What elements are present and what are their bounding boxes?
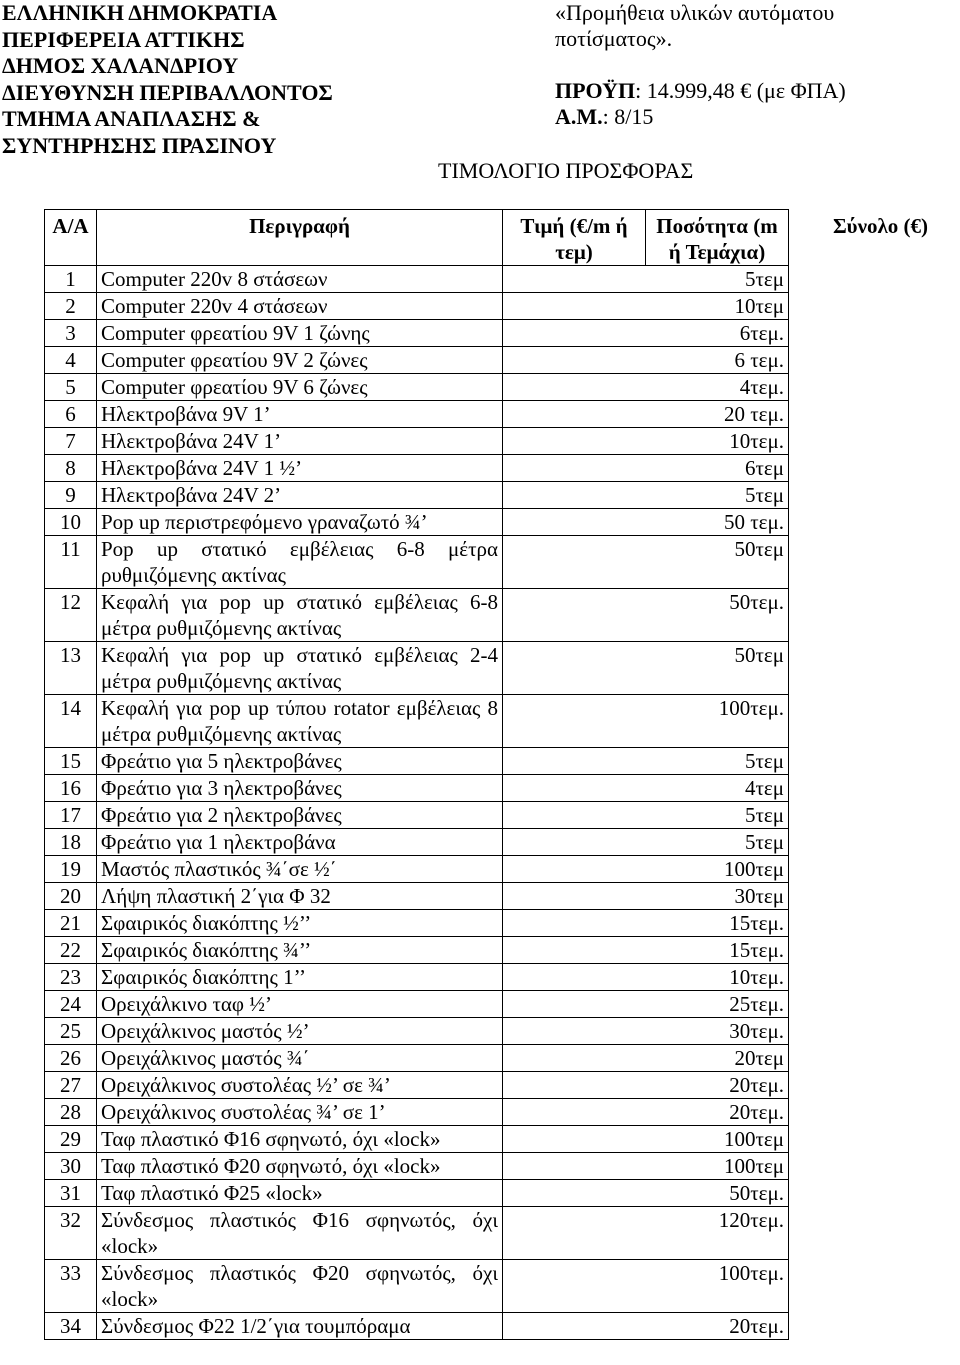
row-description: Μαστός πλαστικός ¾΄σε ½΄ [97, 856, 503, 883]
row-total [789, 1045, 957, 1072]
row-description: Ορειχάλκινος μαστός ½’ [97, 1018, 503, 1045]
row-quantity: 4τεμ. [503, 374, 789, 401]
row-description: Σφαιρικός διακόπτης ½’’ [97, 910, 503, 937]
am-label: Α.Μ. [555, 104, 603, 129]
offer-table [44, 209, 957, 1340]
row-number: 30 [45, 1153, 97, 1180]
row-quantity: 100τεμ. [503, 1260, 789, 1313]
table-row [45, 509, 957, 536]
row-total [789, 695, 957, 748]
subject-line: «Προμήθεια υλικών αυτόματου [555, 0, 835, 25]
row-quantity: 5τεμ [503, 748, 789, 775]
row-description: Ορειχάλκινος συστολέας ¾’ σε 1’ [97, 1099, 503, 1126]
row-total [789, 991, 957, 1018]
row-total [789, 1018, 957, 1045]
row-total [789, 829, 957, 856]
table-row [45, 455, 957, 482]
row-number: 1 [45, 266, 97, 293]
row-quantity: 6τεμ. [503, 320, 789, 347]
row-description: Φρεάτιο για 2 ηλεκτροβάνες [97, 802, 503, 829]
table-row [45, 695, 957, 748]
row-description: Φρεάτιο για 1 ηλεκτροβάνα [97, 829, 503, 856]
row-description: Σύνδεσμος Φ22 1/2΄για τουμπόραμα [97, 1313, 503, 1340]
row-quantity: 4τεμ [503, 775, 789, 802]
table-row [45, 1099, 957, 1126]
table-row [45, 1313, 957, 1340]
row-quantity: 100τεμ [503, 1126, 789, 1153]
row-total [789, 536, 957, 589]
row-number: 26 [45, 1045, 97, 1072]
row-description: Ταφ πλαστικό Φ20 σφηνωτό, όχι «lock» [97, 1153, 503, 1180]
issuer-line: ΠΕΡΙΦΕΡΕΙΑ ΑΤΤΙΚΗΣ [2, 26, 245, 52]
table-header-row [45, 210, 957, 266]
row-description: Ηλεκτροβάνα 9V 1’ [97, 401, 503, 428]
table-row [45, 1153, 957, 1180]
row-number: 13 [45, 642, 97, 695]
row-total [789, 509, 957, 536]
row-total [789, 1072, 957, 1099]
row-description: Λήψη πλαστική 2΄για Φ 32 [97, 883, 503, 910]
row-quantity: 120τεμ. [503, 1207, 789, 1260]
table-row [45, 482, 957, 509]
row-total [789, 748, 957, 775]
row-quantity: 20 τεμ. [503, 401, 789, 428]
row-number: 8 [45, 455, 97, 482]
table-row [45, 1072, 957, 1099]
issuer-line: ΔΗΜΟΣ ΧΑΛΑΝΔΡΙΟΥ [2, 53, 239, 78]
issuer-line: ΔΙΕΥΘΥΝΣΗ ΠΕΡΙΒΑΛΛΟΝΤΟΣ [2, 79, 333, 105]
row-description: Computer φρεατίου 9V 2 ζώνες [97, 347, 503, 374]
table-row [45, 937, 957, 964]
table-row [45, 374, 957, 401]
row-number: 7 [45, 428, 97, 455]
row-number: 29 [45, 1126, 97, 1153]
row-description: Φρεάτιο για 3 ηλεκτροβάνες [97, 775, 503, 802]
row-description: Κεφαλή για pop up τύπου rotator εμβέλειας 8 μέτρα ρυθμιζόμενης ακτίνας [97, 695, 503, 748]
row-total [789, 1207, 957, 1260]
table-row [45, 293, 957, 320]
table-row [45, 401, 957, 428]
row-description: Computer φρεατίου 9V 6 ζώνες [97, 374, 503, 401]
row-number: 6 [45, 401, 97, 428]
row-total [789, 802, 957, 829]
row-quantity: 6τεμ [503, 455, 789, 482]
table-row [45, 1126, 957, 1153]
row-description: Ορειχάλκινος συστολέας ½’ σε ¾’ [97, 1072, 503, 1099]
row-description: Ηλεκτροβάνα 24V 1’ [97, 428, 503, 455]
row-quantity: 20τεμ. [503, 1072, 789, 1099]
budget-label: ΠΡΟΫΠ [555, 78, 636, 103]
row-total [789, 1313, 957, 1340]
table-row [45, 910, 957, 937]
row-description: Ηλεκτροβάνα 24V 2’ [97, 482, 503, 509]
row-number: 28 [45, 1099, 97, 1126]
row-number: 25 [45, 1018, 97, 1045]
row-number: 4 [45, 347, 97, 374]
row-quantity: 50τεμ. [503, 589, 789, 642]
table-row [45, 1260, 957, 1313]
row-description: Ορειχάλκινος μαστός ¾΄ [97, 1045, 503, 1072]
row-number: 5 [45, 374, 97, 401]
row-description: Ορειχάλκινο ταφ ½’ [97, 991, 503, 1018]
row-description: Σφαιρικός διακόπτης 1’’ [97, 964, 503, 991]
row-quantity: 10τεμ. [503, 964, 789, 991]
row-total [789, 589, 957, 642]
row-total [789, 428, 957, 455]
row-total [789, 455, 957, 482]
row-number: 23 [45, 964, 97, 991]
row-description: Pop up στατικό εμβέλειας 6-8 μέτρα ρυθμιζόμενης ακτίνας [97, 536, 503, 589]
am-value: : 8/15 [602, 104, 654, 129]
row-number: 17 [45, 802, 97, 829]
row-number: 24 [45, 991, 97, 1018]
table-row [45, 1018, 957, 1045]
row-quantity: 50τεμ [503, 536, 789, 589]
row-total [789, 482, 957, 509]
row-number: 9 [45, 482, 97, 509]
header-price: Τιμή (€/m ή τεμ) [503, 210, 646, 266]
row-number: 21 [45, 910, 97, 937]
row-quantity: 5τεμ [503, 482, 789, 509]
row-description: Computer 220v 8 στάσεων [97, 266, 503, 293]
header-total: Σύνολο (€) [832, 213, 929, 238]
row-description: Computer 220v 4 στάσεων [97, 293, 503, 320]
table-row [45, 536, 957, 589]
table-row [45, 1207, 957, 1260]
row-number: 19 [45, 856, 97, 883]
row-quantity: 50 τεμ. [503, 509, 789, 536]
row-description: Σύνδεσμος πλαστικός Φ16 σφηνωτός, όχι «lock» [97, 1207, 503, 1260]
row-quantity: 100τεμ [503, 1153, 789, 1180]
row-number: 22 [45, 937, 97, 964]
header-aa: Α/Α [45, 210, 97, 266]
row-number: 11 [45, 536, 97, 589]
row-total [789, 1099, 957, 1126]
row-total [789, 374, 957, 401]
row-total [789, 347, 957, 374]
table-row [45, 266, 957, 293]
row-total [789, 775, 957, 802]
row-number: 10 [45, 509, 97, 536]
row-description: Φρεάτιο για 5 ηλεκτροβάνες [97, 748, 503, 775]
row-number: 32 [45, 1207, 97, 1260]
table-row [45, 964, 957, 991]
row-description: Σύνδεσμος πλαστικός Φ20 σφηνωτός, όχι «lock» [97, 1260, 503, 1313]
table-row [45, 1180, 957, 1207]
table-row [45, 589, 957, 642]
header-quantity: Ποσότητα (m ή Τεμάχια) [646, 210, 789, 266]
table-row [45, 320, 957, 347]
table-row [45, 642, 957, 695]
row-total [789, 910, 957, 937]
row-total [789, 964, 957, 991]
row-quantity: 50τεμ [503, 642, 789, 695]
row-quantity: 20τεμ. [503, 1099, 789, 1126]
row-quantity: 6 τεμ. [503, 347, 789, 374]
row-total [789, 1180, 957, 1207]
row-quantity: 25τεμ. [503, 991, 789, 1018]
document-title: ΤΙΜΟΛΟΓΙΟ ΠΡΟΣΦΟΡΑΣ [438, 158, 694, 183]
project-info [555, 0, 955, 130]
table-row [45, 802, 957, 829]
table-row [45, 775, 957, 802]
row-total [789, 1126, 957, 1153]
subject-line: ποτίσματος». [555, 26, 673, 51]
row-number: 2 [45, 293, 97, 320]
row-quantity: 50τεμ. [503, 1180, 789, 1207]
row-total [789, 937, 957, 964]
row-number: 3 [45, 320, 97, 347]
row-total [789, 642, 957, 695]
row-description: Σφαιρικός διακόπτης ¾’’ [97, 937, 503, 964]
issuer-line: ΤΜΗΜΑ ΑΝΑΠΛΑΣΗΣ & [2, 106, 261, 131]
table-row [45, 1045, 957, 1072]
am-line [555, 104, 955, 130]
row-description: Ταφ πλαστικό Φ25 «lock» [97, 1180, 503, 1207]
row-total [789, 883, 957, 910]
row-quantity: 20τεμ [503, 1045, 789, 1072]
row-description: Computer φρεατίου 9V 1 ζώνης [97, 320, 503, 347]
table-row [45, 347, 957, 374]
row-total [789, 1153, 957, 1180]
row-number: 20 [45, 883, 97, 910]
row-quantity: 15τεμ. [503, 910, 789, 937]
table-row [45, 748, 957, 775]
row-quantity: 20τεμ. [503, 1313, 789, 1340]
row-quantity: 5τεμ [503, 266, 789, 293]
row-quantity: 15τεμ. [503, 937, 789, 964]
header-description: Περιγραφή [97, 210, 503, 266]
row-quantity: 30τεμ [503, 883, 789, 910]
row-quantity: 100τεμ [503, 856, 789, 883]
row-total [789, 293, 957, 320]
table-row [45, 856, 957, 883]
row-description: Pop up περιστρεφόμενο γραναζωτό ¾’ [97, 509, 503, 536]
row-description: Κεφαλή για pop up στατικό εμβέλειας 6-8 μέτρα ρυθμιζόμενης ακτίνας [97, 589, 503, 642]
table-body [45, 266, 957, 1340]
row-number: 16 [45, 775, 97, 802]
row-quantity: 10τεμ [503, 293, 789, 320]
row-quantity: 5τεμ [503, 829, 789, 856]
row-quantity: 100τεμ. [503, 695, 789, 748]
row-total [789, 856, 957, 883]
table-row [45, 428, 957, 455]
row-quantity: 10τεμ. [503, 428, 789, 455]
table-row [45, 991, 957, 1018]
issuer-line: ΕΛΛΗΝΙΚΗ ΔΗΜΟΚΡΑΤΙΑ [2, 0, 278, 25]
issuer-line: ΣΥΝΤΗΡΗΣΗΣ ΠΡΑΣΙΝΟΥ [2, 132, 277, 158]
row-number: 27 [45, 1072, 97, 1099]
budget-line [555, 78, 955, 104]
row-description: Ταφ πλαστικό Φ16 σφηνωτό, όχι «lock» [97, 1126, 503, 1153]
table-row [45, 829, 957, 856]
row-number: 18 [45, 829, 97, 856]
row-quantity: 5τεμ [503, 802, 789, 829]
row-number: 33 [45, 1260, 97, 1313]
issuer-block [2, 0, 472, 159]
row-number: 12 [45, 589, 97, 642]
row-total [789, 320, 957, 347]
row-total [789, 266, 957, 293]
table-row [45, 883, 957, 910]
row-total [789, 1260, 957, 1313]
row-number: 15 [45, 748, 97, 775]
row-number: 34 [45, 1313, 97, 1340]
row-number: 14 [45, 695, 97, 748]
row-total [789, 401, 957, 428]
row-description: Κεφαλή για pop up στατικό εμβέλειας 2-4 μέτρα ρυθμιζόμενης ακτίνας [97, 642, 503, 695]
budget-value: : 14.999,48 € (με ΦΠΑ) [635, 78, 846, 103]
row-number: 31 [45, 1180, 97, 1207]
row-quantity: 30τεμ. [503, 1018, 789, 1045]
row-description: Ηλεκτροβάνα 24V 1 ½’ [97, 455, 503, 482]
